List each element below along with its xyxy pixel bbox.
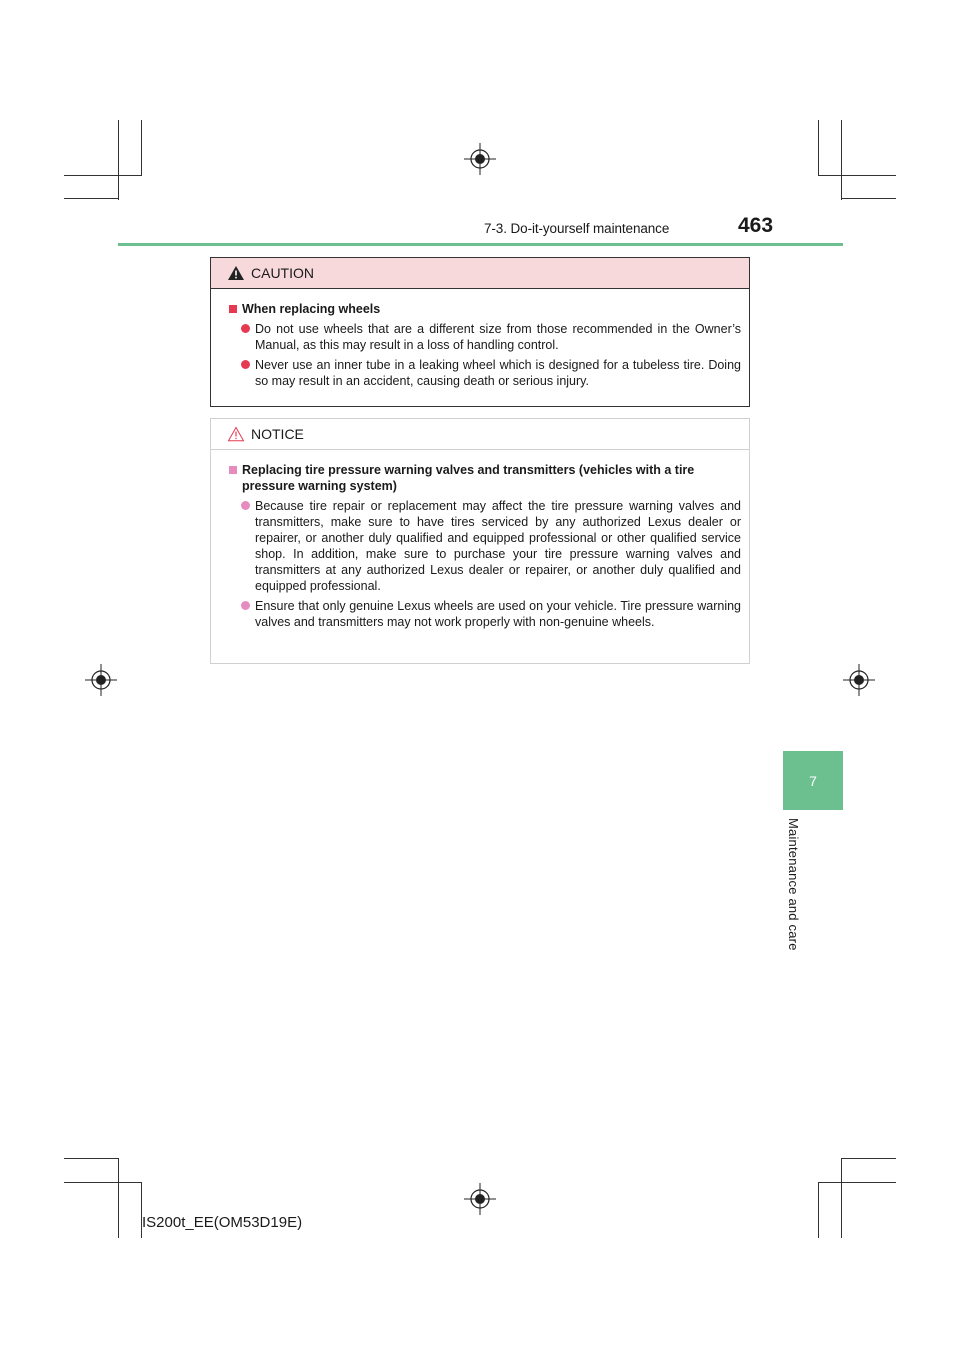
crop-mark-bottom-right-h (841, 1158, 896, 1159)
caution-box (210, 257, 750, 407)
chapter-number: 7 (809, 772, 817, 789)
chapter-tab (783, 751, 843, 810)
notice-header (211, 419, 749, 450)
caution-subheading-text: When replacing wheels (242, 302, 381, 316)
notice-bullet-text: Ensure that only genuine Lexus wheels are used on your vehicle. Tire pressure warning valves and transmitters may not work properly with non-genuine wheels. (255, 599, 741, 629)
notice-bullet (241, 498, 741, 594)
notice-title: NOTICE (251, 426, 304, 442)
square-bullet-icon (229, 466, 237, 474)
notice-bullet (241, 598, 741, 630)
crop-mark-bottom-left-h2 (64, 1182, 142, 1183)
notice-subheading-text: Replacing tire pressure warning valves and transmitters (vehicles with a tire pressure warning system) (242, 463, 695, 493)
warning-triangle-icon (227, 265, 245, 281)
section-title: 7-3. Do-it-yourself maintenance (484, 221, 670, 236)
caution-subheading (229, 301, 741, 317)
caution-bullet (241, 357, 741, 389)
caution-bullet-text: Never use an inner tube in a leaking wheel which is designed for a tubeless tire. Doing so may result in an accident, causing death or serious injury. (255, 358, 741, 388)
crop-mark-top-right-v (818, 120, 819, 176)
crop-mark-bottom-left-v (118, 1158, 119, 1238)
crop-mark-top-left-v (118, 120, 119, 200)
notice-triangle-icon (227, 426, 245, 442)
round-bullet-icon (241, 601, 250, 610)
page-number: 463 (738, 214, 774, 237)
header-rule (118, 243, 843, 246)
round-bullet-icon (241, 324, 250, 333)
crop-mark-top-right-h (818, 175, 896, 176)
round-bullet-icon (241, 360, 250, 369)
registration-mark-top-icon (464, 143, 496, 175)
crop-mark-top-right-v2 (841, 120, 842, 200)
crop-mark-top-left-h (64, 175, 142, 176)
registration-mark-left-icon (85, 664, 117, 696)
crop-mark-top-left-h2 (64, 198, 119, 199)
document-code: IS200t_EE(OM53D19E) (142, 1214, 303, 1231)
notice-bullet-text: Because tire repair or replacement may affect the tire pressure warning valves and transmitters, make sure to have tires serviced by any authorized Lexus dealer or repairer, or another duly qualified and equipped professional or other qualified service shop. In addition, make sure to purchase your tire pressure warning valves and transmitters at any authorized Lexus dealer or repairer, or another duly qualified and equipped professional. (255, 499, 741, 593)
crop-mark-bottom-left-h (64, 1158, 119, 1159)
caution-body (211, 289, 749, 389)
chapter-label: Maintenance and care (786, 818, 801, 951)
caution-bullet-text: Do not use wheels that are a different size from those recommended in the Owner’s Manual, as this may result in a loss of handling control. (255, 322, 741, 352)
notice-body (211, 450, 749, 630)
crop-mark-bottom-right-v2 (841, 1158, 842, 1238)
caution-header (211, 258, 749, 289)
registration-mark-right-icon (843, 664, 875, 696)
crop-mark-bottom-right-v (818, 1182, 819, 1238)
caution-bullet (241, 321, 741, 353)
notice-box (210, 418, 750, 664)
crop-mark-top-left-v2 (141, 120, 142, 176)
square-bullet-icon (229, 305, 237, 313)
caution-title: CAUTION (251, 265, 314, 281)
registration-mark-bottom-icon (464, 1183, 496, 1215)
crop-mark-bottom-right-h2 (818, 1182, 896, 1183)
notice-subheading (229, 462, 741, 494)
crop-mark-top-right-h2 (841, 198, 896, 199)
round-bullet-icon (241, 501, 250, 510)
